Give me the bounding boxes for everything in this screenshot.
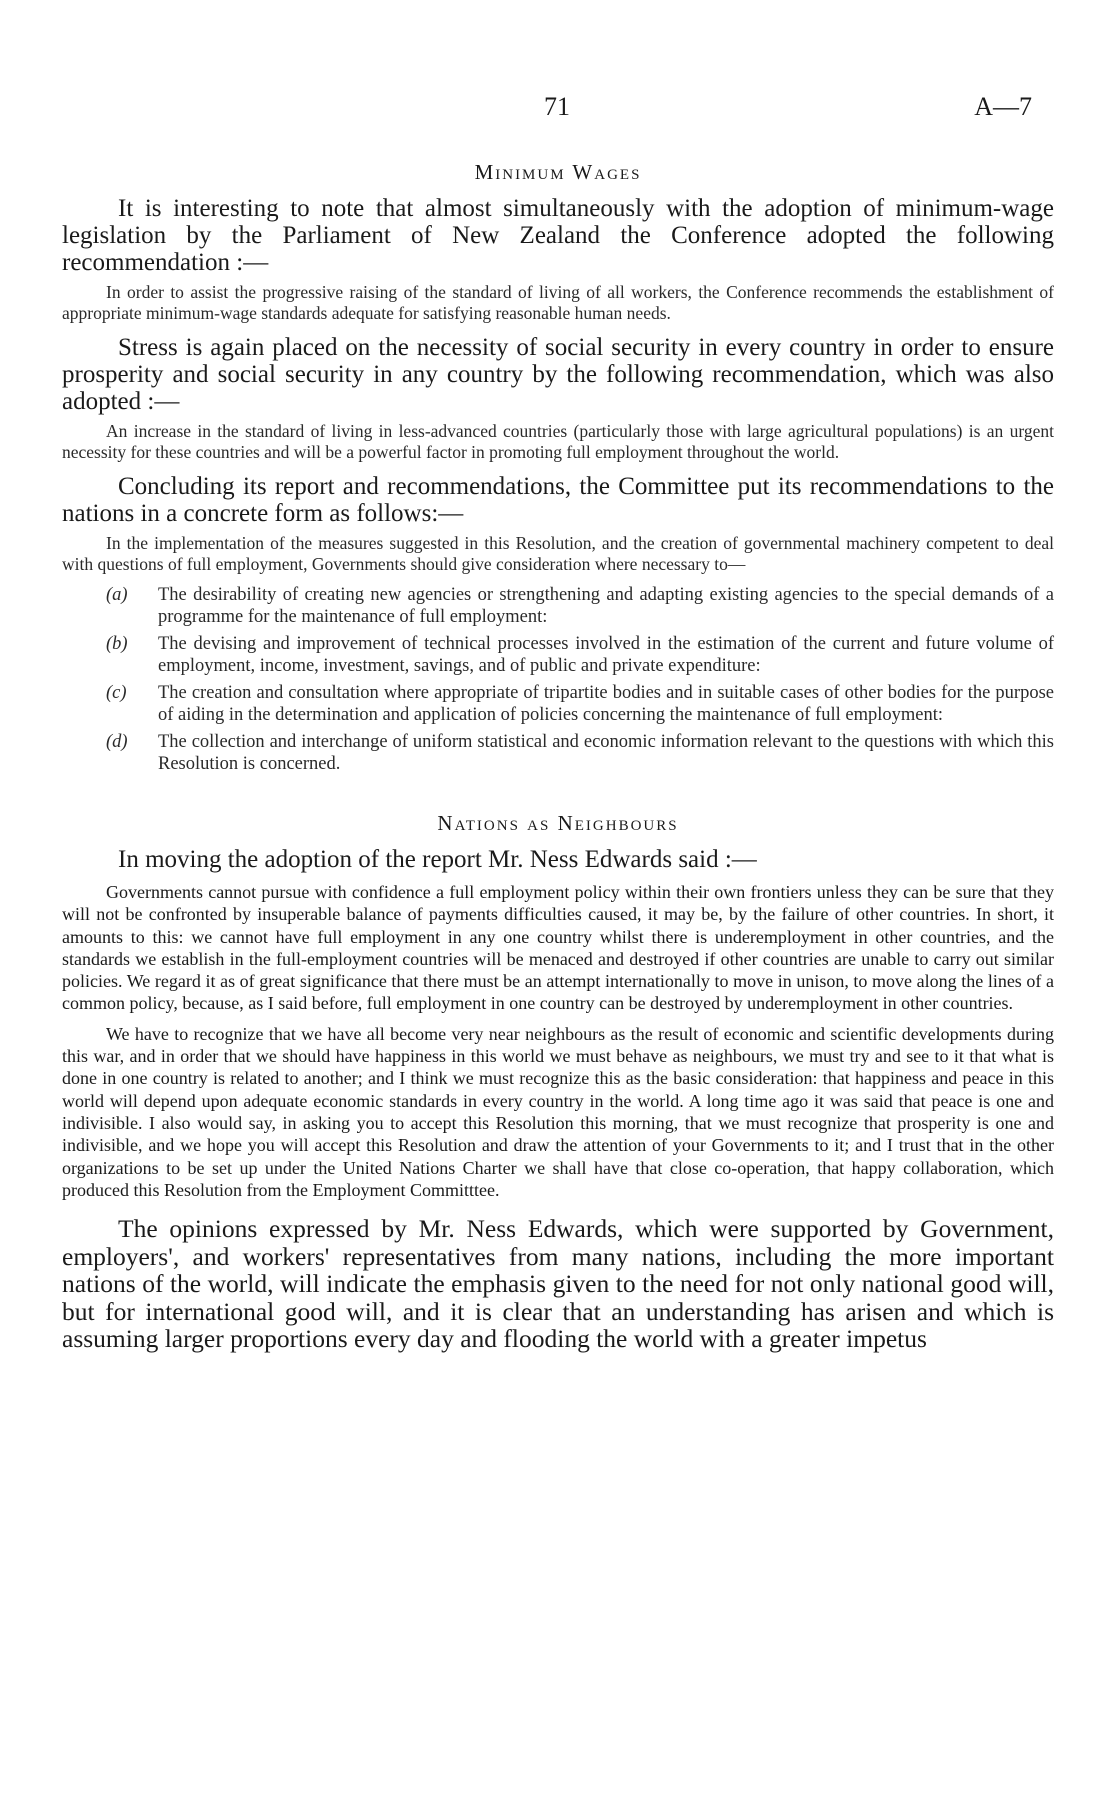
list-item-text: The desirability of creating new agencies or strengthening and adapting existing agencies to the special demands of a programme for the maintenance of full employment: <box>158 585 1054 627</box>
quoted-speech-2: We have to recognize that we have all become very near neighbours as the result of economic and scientific developments during this war, and in order that we should have happiness in this world we must behave as neighbours, we must try and see to it that what is done in one country is related to another; and I think we must recognize this as the basic consideration: that happiness and peace in this world will depend upon adequate economic standards in every country in the world. A long time ago it was said that peace is one and indivisible. I also would say, in asking you to accept this Resolution this morning, that we must recognize that prosperity is one and indivisible, and we hope you will accept this Resolution and draw the attention of your Governments to it; and I trust that in the other organizations to be set up under the United Nations Charter we shall have that close co-operation, that happy collaboration, which produced this Resolution from the Employment Committtee. <box>62 1023 1054 1200</box>
list-item-text: The collection and interchange of uniform statistical and economic information relevant to the questions with which this Resolution is concerned. <box>158 732 1054 774</box>
body-paragraph: Stress is again placed on the necessity of social security in every country in order to ensure prosperity and social security in any country by the following recommendation, which was also adopted :— <box>62 334 1054 415</box>
page-number: 71 <box>544 92 570 121</box>
quoted-recommendation-1: In order to assist the progressive raising of the standard of living of all workers, the Conference recommends the establishment of appropriate minimum-wage standards adequate for satisfying reasonable human needs. <box>62 282 1054 323</box>
list-item-text: The creation and consultation where appropriate of tripartite bodies and in suitable cases of other bodies for the purpose of aiding in the determination and application of policies concerning the maintenance of full employment: <box>158 683 1054 725</box>
body-paragraph: Concluding its report and recommendations, the Committee put its recommendations to the nations in a concrete form as follows:— <box>62 473 1054 527</box>
list-item <box>62 732 1054 775</box>
list-item <box>62 585 1054 628</box>
page-content <box>62 160 1054 1378</box>
list-item-label: (b) <box>106 634 128 654</box>
section-heading-nations-as-neighbours: Nations as Neighbours <box>437 811 679 835</box>
list-item-label: (d) <box>106 732 128 752</box>
quoted-speech-1: Governments cannot pursue with confidence a full employment policy within their own frontiers unless they can be sure that they will not be confronted by insuperable balance of payments difficulties caused, it may be, by the failure of other countries. In short, it amounts to this: we cannot have full employment in any one country whilst there is underemployment in other countries, and the standards we establish in the full-employment countries will be menaced and destroyed if other countries are unable to carry out similar policies. We regard it as of great significance that there must be an attempt internationally to move in unison, to move along the lines of a common policy, because, as I said before, full employment in one country can be destroyed by underemployment in other countries. <box>62 882 1054 1014</box>
intro-paragraph: It is interesting to note that almost simultaneously with the adoption of minimum-wage legislation by the Parliament of New Zealand the Conference adopted the following recommendation :— <box>62 195 1054 276</box>
resolution-list <box>62 585 1054 775</box>
intro-paragraph: In moving the adoption of the report Mr. Ness Edwards said :— <box>118 846 757 873</box>
list-item-text: The devising and improvement of technical processes involved in the estimation of the current and future volume of employment, income, investment, savings, and of public and private expenditure: <box>158 634 1054 676</box>
closing-paragraph: The opinions expressed by Mr. Ness Edwards, which were supported by Government, employers', and workers' representatives from many nations, including the more important nations of the world, will indicate the emphasis given to the need for not only national good will, but for international good will, and it is clear that an understanding has arisen and which is assuming larger proportions every day and flooding the world with a greater impetus <box>62 1214 1054 1354</box>
section-heading-minimum-wages: Minimum Wages <box>474 160 642 184</box>
list-item-label: (c) <box>106 683 127 703</box>
list-item <box>62 683 1054 726</box>
quoted-resolution: In the implementation of the measures suggested in this Resolution, and the creation of governmental machinery competent to deal with questions of full employment, Governments should give consideration where necessary to— <box>62 533 1054 574</box>
page-code: A—7 <box>974 92 1032 121</box>
list-item <box>62 634 1054 677</box>
quoted-recommendation-2: An increase in the standard of living in less-advanced countries (particularly those with large agricultural populations) is an urgent necessity for these countries and will be a powerful factor in promoting full employment throughout the world. <box>62 421 1054 462</box>
list-item-label: (a) <box>106 585 128 605</box>
